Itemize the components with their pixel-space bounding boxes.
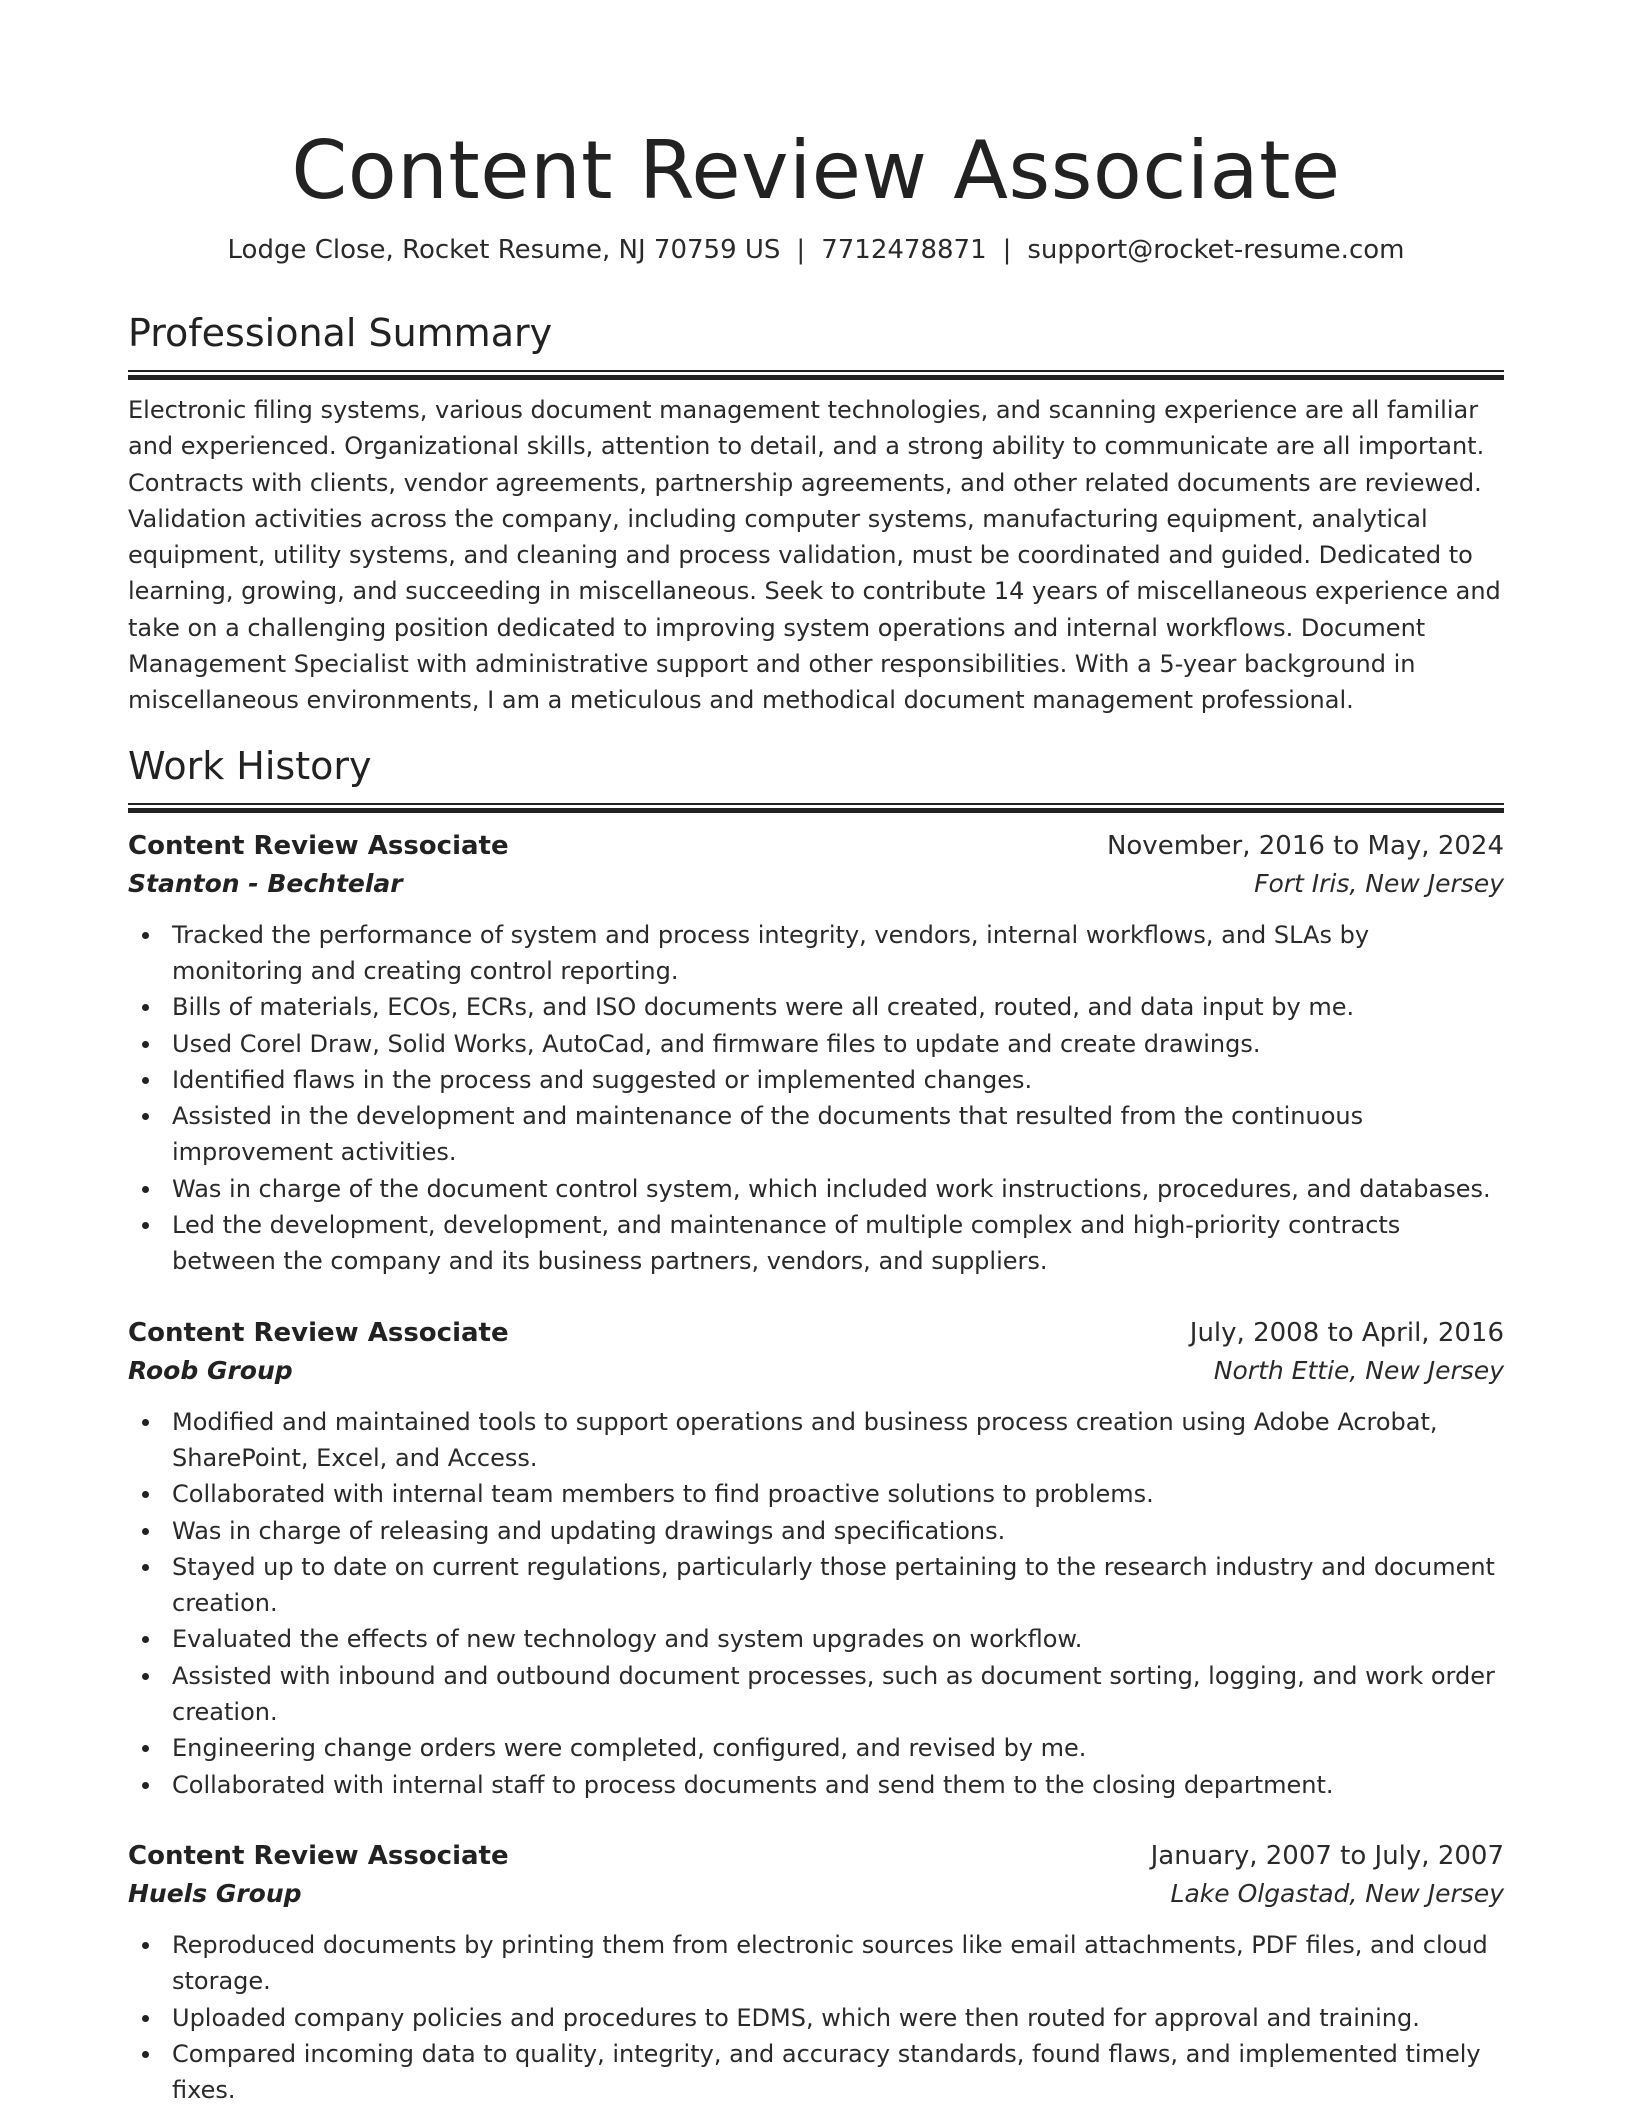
- job-bullet: Engineering change orders were completed, configured, and revised by me.: [128, 1730, 1504, 1766]
- job-bullet: Used Corel Draw, Solid Works, AutoCad, and firmware files to update and create drawings.: [128, 1026, 1504, 1062]
- resume-page: [128, 118, 1504, 2108]
- job-company-row: [128, 1875, 1504, 1913]
- job-title: Content Review Associate: [128, 1840, 509, 1871]
- job-bullets: [128, 917, 1504, 1280]
- resume-name: Content Review Associate: [291, 124, 1341, 217]
- job-bullet: Collaborated with internal staff to process documents and send them to the closing department.: [128, 1767, 1504, 1803]
- job-dates: July, 2008 to April, 2016: [1189, 1317, 1504, 1348]
- job-entry: [128, 1314, 1504, 1803]
- job-entry: [128, 827, 1504, 1280]
- job-bullet: Was in charge of the document control system, which included work instructions, procedures, and databases.: [128, 1171, 1504, 1207]
- job-bullet: Was in charge of releasing and updating drawings and specifications.: [128, 1513, 1504, 1549]
- job-bullet: Collaborated with internal team members to find proactive solutions to problems.: [128, 1476, 1504, 1512]
- job-location: Lake Olgastad, New Jersey: [1170, 1878, 1504, 1908]
- contact-phone[interactable]: 7712478871: [821, 235, 987, 265]
- section-title-work-history: Work History: [128, 743, 372, 788]
- contact-email[interactable]: support@rocket-resume.com: [1027, 235, 1405, 265]
- job-bullet: Led the development, development, and maintenance of multiple complex and high-priority contracts between the company and its business partners, vendors, and suppliers.: [128, 1207, 1504, 1280]
- job-title: Content Review Associate: [128, 830, 509, 861]
- job-dates: November, 2016 to May, 2024: [1106, 830, 1504, 861]
- job-bullet: Evaluated the effects of new technology and system upgrades on workflow.: [128, 1621, 1504, 1657]
- job-title: Content Review Associate: [128, 1317, 509, 1348]
- job-company-row: [128, 1352, 1504, 1390]
- section-divider: [128, 803, 1504, 813]
- job-bullet: Compared incoming data to quality, integrity, and accuracy standards, found flaws, and implemented timely fixes.: [128, 2036, 1504, 2109]
- job-company-row: [128, 865, 1504, 903]
- job-entry: [128, 1837, 1504, 2108]
- job-bullet: Identified flaws in the process and suggested or implemented changes.: [128, 1062, 1504, 1098]
- job-dates: January, 2007 to July, 2007: [1150, 1840, 1504, 1871]
- contact-line: [128, 232, 1504, 268]
- job-location: Fort Iris, New Jersey: [1254, 868, 1504, 898]
- job-bullet: Modified and maintained tools to support operations and business process creation using Adobe Acrobat, SharePoint, Excel, and Access.: [128, 1404, 1504, 1477]
- summary-text: Electronic filing systems, various document management technologies, and scanning experience are all familiar and experienced. Organizational skills, attention to detail, and a strong ability to communicate are all important. Contracts with clients, vendor agreements, partnership agreements, and other related documents are reviewed. Validation activities across the company, including computer systems, manufacturing equipment, analytical equipment, utility systems, and cleaning and process validation, must be coordinated and guided. Dedicated to learning, growing, and succeeding in miscellaneous. Seek to contribute 14 years of miscellaneous experience and take on a challenging position dedicated to improving system operations and internal workflows. Document Management Specialist with administrative support and other responsibilities. With a 5-year background in miscellaneous environments, I am a meticulous and methodical document management professional.: [128, 396, 1501, 715]
- contact-separator: |: [796, 235, 806, 265]
- section-title-summary: Professional Summary: [128, 311, 553, 355]
- job-location: North Ettie, New Jersey: [1213, 1355, 1504, 1385]
- job-header-row: [128, 1837, 1504, 1875]
- job-bullet: Assisted with inbound and outbound document processes, such as document sorting, logging, and work order creation.: [128, 1658, 1504, 1731]
- job-header-row: [128, 827, 1504, 865]
- job-bullets: [128, 1404, 1504, 1803]
- contact-address: Lodge Close, Rocket Resume, NJ 70759 US: [227, 235, 781, 265]
- job-bullet: Tracked the performance of system and process integrity, vendors, internal workflows, and SLAs by monitoring and creating control reporting.: [128, 917, 1504, 990]
- job-header-row: [128, 1314, 1504, 1352]
- job-bullet: Uploaded company policies and procedures to EDMS, which were then routed for approval and training.: [128, 2000, 1504, 2036]
- job-bullet: Reproduced documents by printing them from electronic sources like email attachments, PDF files, and cloud storage.: [128, 1927, 1504, 2000]
- contact-separator: |: [1002, 235, 1012, 265]
- job-company: Roob Group: [128, 1355, 293, 1385]
- job-company: Huels Group: [128, 1878, 302, 1908]
- job-bullet: Stayed up to date on current regulations, particularly those pertaining to the research industry and document creation.: [128, 1549, 1504, 1622]
- section-divider: [128, 370, 1504, 380]
- job-bullet: Assisted in the development and maintenance of the documents that resulted from the continuous improvement activities.: [128, 1098, 1504, 1171]
- job-bullet: Bills of materials, ECOs, ECRs, and ISO documents were all created, routed, and data input by me.: [128, 989, 1504, 1025]
- job-bullets: [128, 1927, 1504, 2108]
- job-company: Stanton - Bechtelar: [128, 868, 403, 898]
